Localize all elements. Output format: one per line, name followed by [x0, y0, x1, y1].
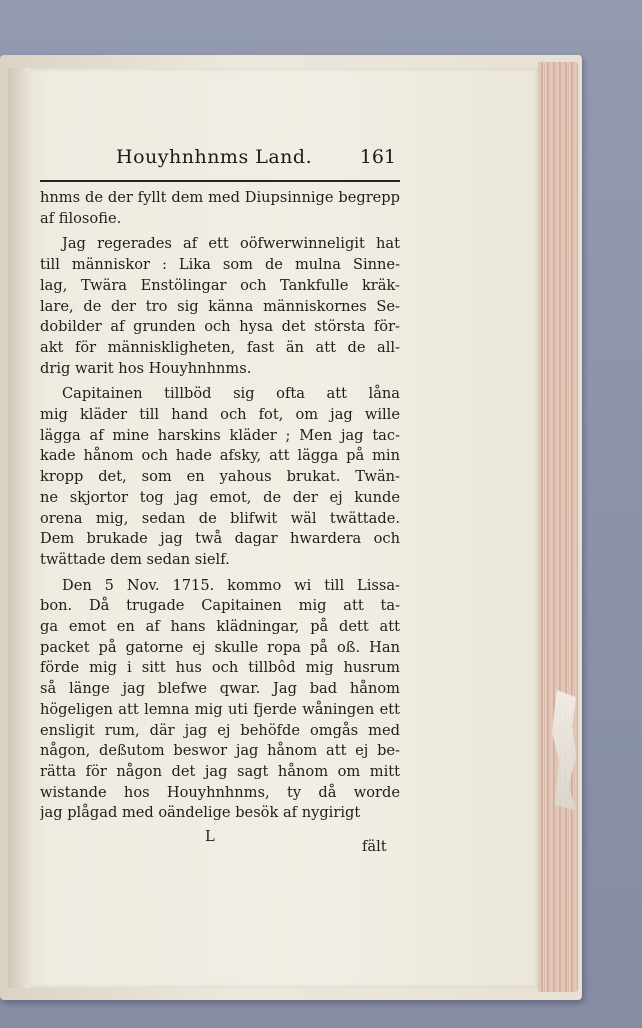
signature-mark: L: [205, 828, 215, 845]
text-line: twättade dem sedan sielf.: [40, 550, 230, 568]
text-line: af filosofie.: [40, 209, 122, 227]
text-line: bon. Då trugade Capitainen mig att ta-: [40, 597, 400, 615]
page-gutter: [8, 68, 30, 988]
text-line: dobilder af grunden och hysa det största för-: [40, 318, 400, 336]
text-line: ga emot en af hans klädningar, på dett att: [40, 618, 400, 636]
text-line: kade hånom och hade afsky, att lägga på min: [40, 447, 400, 465]
text-line: lag, Twära Enstölingar och Tankfulle kräk-: [40, 276, 400, 294]
text-line: akt för människligheten, fast än att de all-: [40, 338, 400, 356]
text-line: ne skjortor tog jag emot, de der ej kunde: [40, 488, 400, 506]
text-line: kropp det, som en yahous brukat. Twän-: [40, 468, 400, 486]
text-line: rätta för någon det jag sagt hånom om mitt: [40, 762, 400, 780]
page-edges: [538, 62, 578, 992]
text-line: någon, deßutom beswor jag hånom att ej be-: [40, 742, 400, 760]
text-line: drig warit hos Houyhnhnms.: [40, 359, 252, 377]
page-number: 161: [359, 146, 396, 168]
text-line: jag plågad med oändelige besök af nygirigt: [40, 804, 361, 822]
text-line: Capitainen tillböd sig ofta att låna: [62, 385, 400, 403]
text-line: lägga af mine harskins kläder ; Men jag tac-: [40, 426, 400, 444]
text-line: Jag regerades af ett oöfwerwinneligit hat: [62, 235, 400, 253]
text-line: hnms de der fyllt dem med Diupsinnige begrepp: [40, 189, 400, 206]
text-line: ensligit rum, där jag ej behöfde omgås med: [40, 721, 400, 739]
text-line: Den 5 Nov. 1715. kommo wi till Lissa-: [62, 576, 400, 594]
text-line: förde mig i sitt hus och tillbôd mig husrum: [40, 659, 400, 677]
paragraph: [40, 188, 400, 229]
text-line: till människor : Lika som de mulna Sinne-: [40, 256, 400, 274]
catchword: fält: [362, 838, 387, 855]
text-line: Dem brukade jag twå dagar hwardera och: [40, 530, 400, 548]
text-line: lare, de der tro sig känna människornes Se-: [40, 297, 400, 315]
text-line: packet på gatorne ej skulle ropa på oß. Han: [40, 638, 400, 656]
text-line: orena mig, sedan de blifwit wäl twättade.: [40, 509, 400, 527]
paragraph: [40, 234, 400, 379]
running-head: Houyhnhnms Land.: [116, 146, 313, 168]
body-text: [40, 188, 400, 824]
text-line: wistande hos Houyhnhnms, ty då worde: [40, 783, 400, 801]
text-line: högeligen att lemna mig uti fjerde wåningen ett: [40, 700, 400, 718]
paragraph: [40, 384, 400, 570]
text-line: så länge jag blefwe qwar. Jag bad hånom: [40, 680, 400, 698]
page-header: [40, 146, 400, 182]
text-line: mig kläder till hand och fot, om jag wille: [40, 406, 400, 424]
paragraph: [40, 576, 400, 824]
